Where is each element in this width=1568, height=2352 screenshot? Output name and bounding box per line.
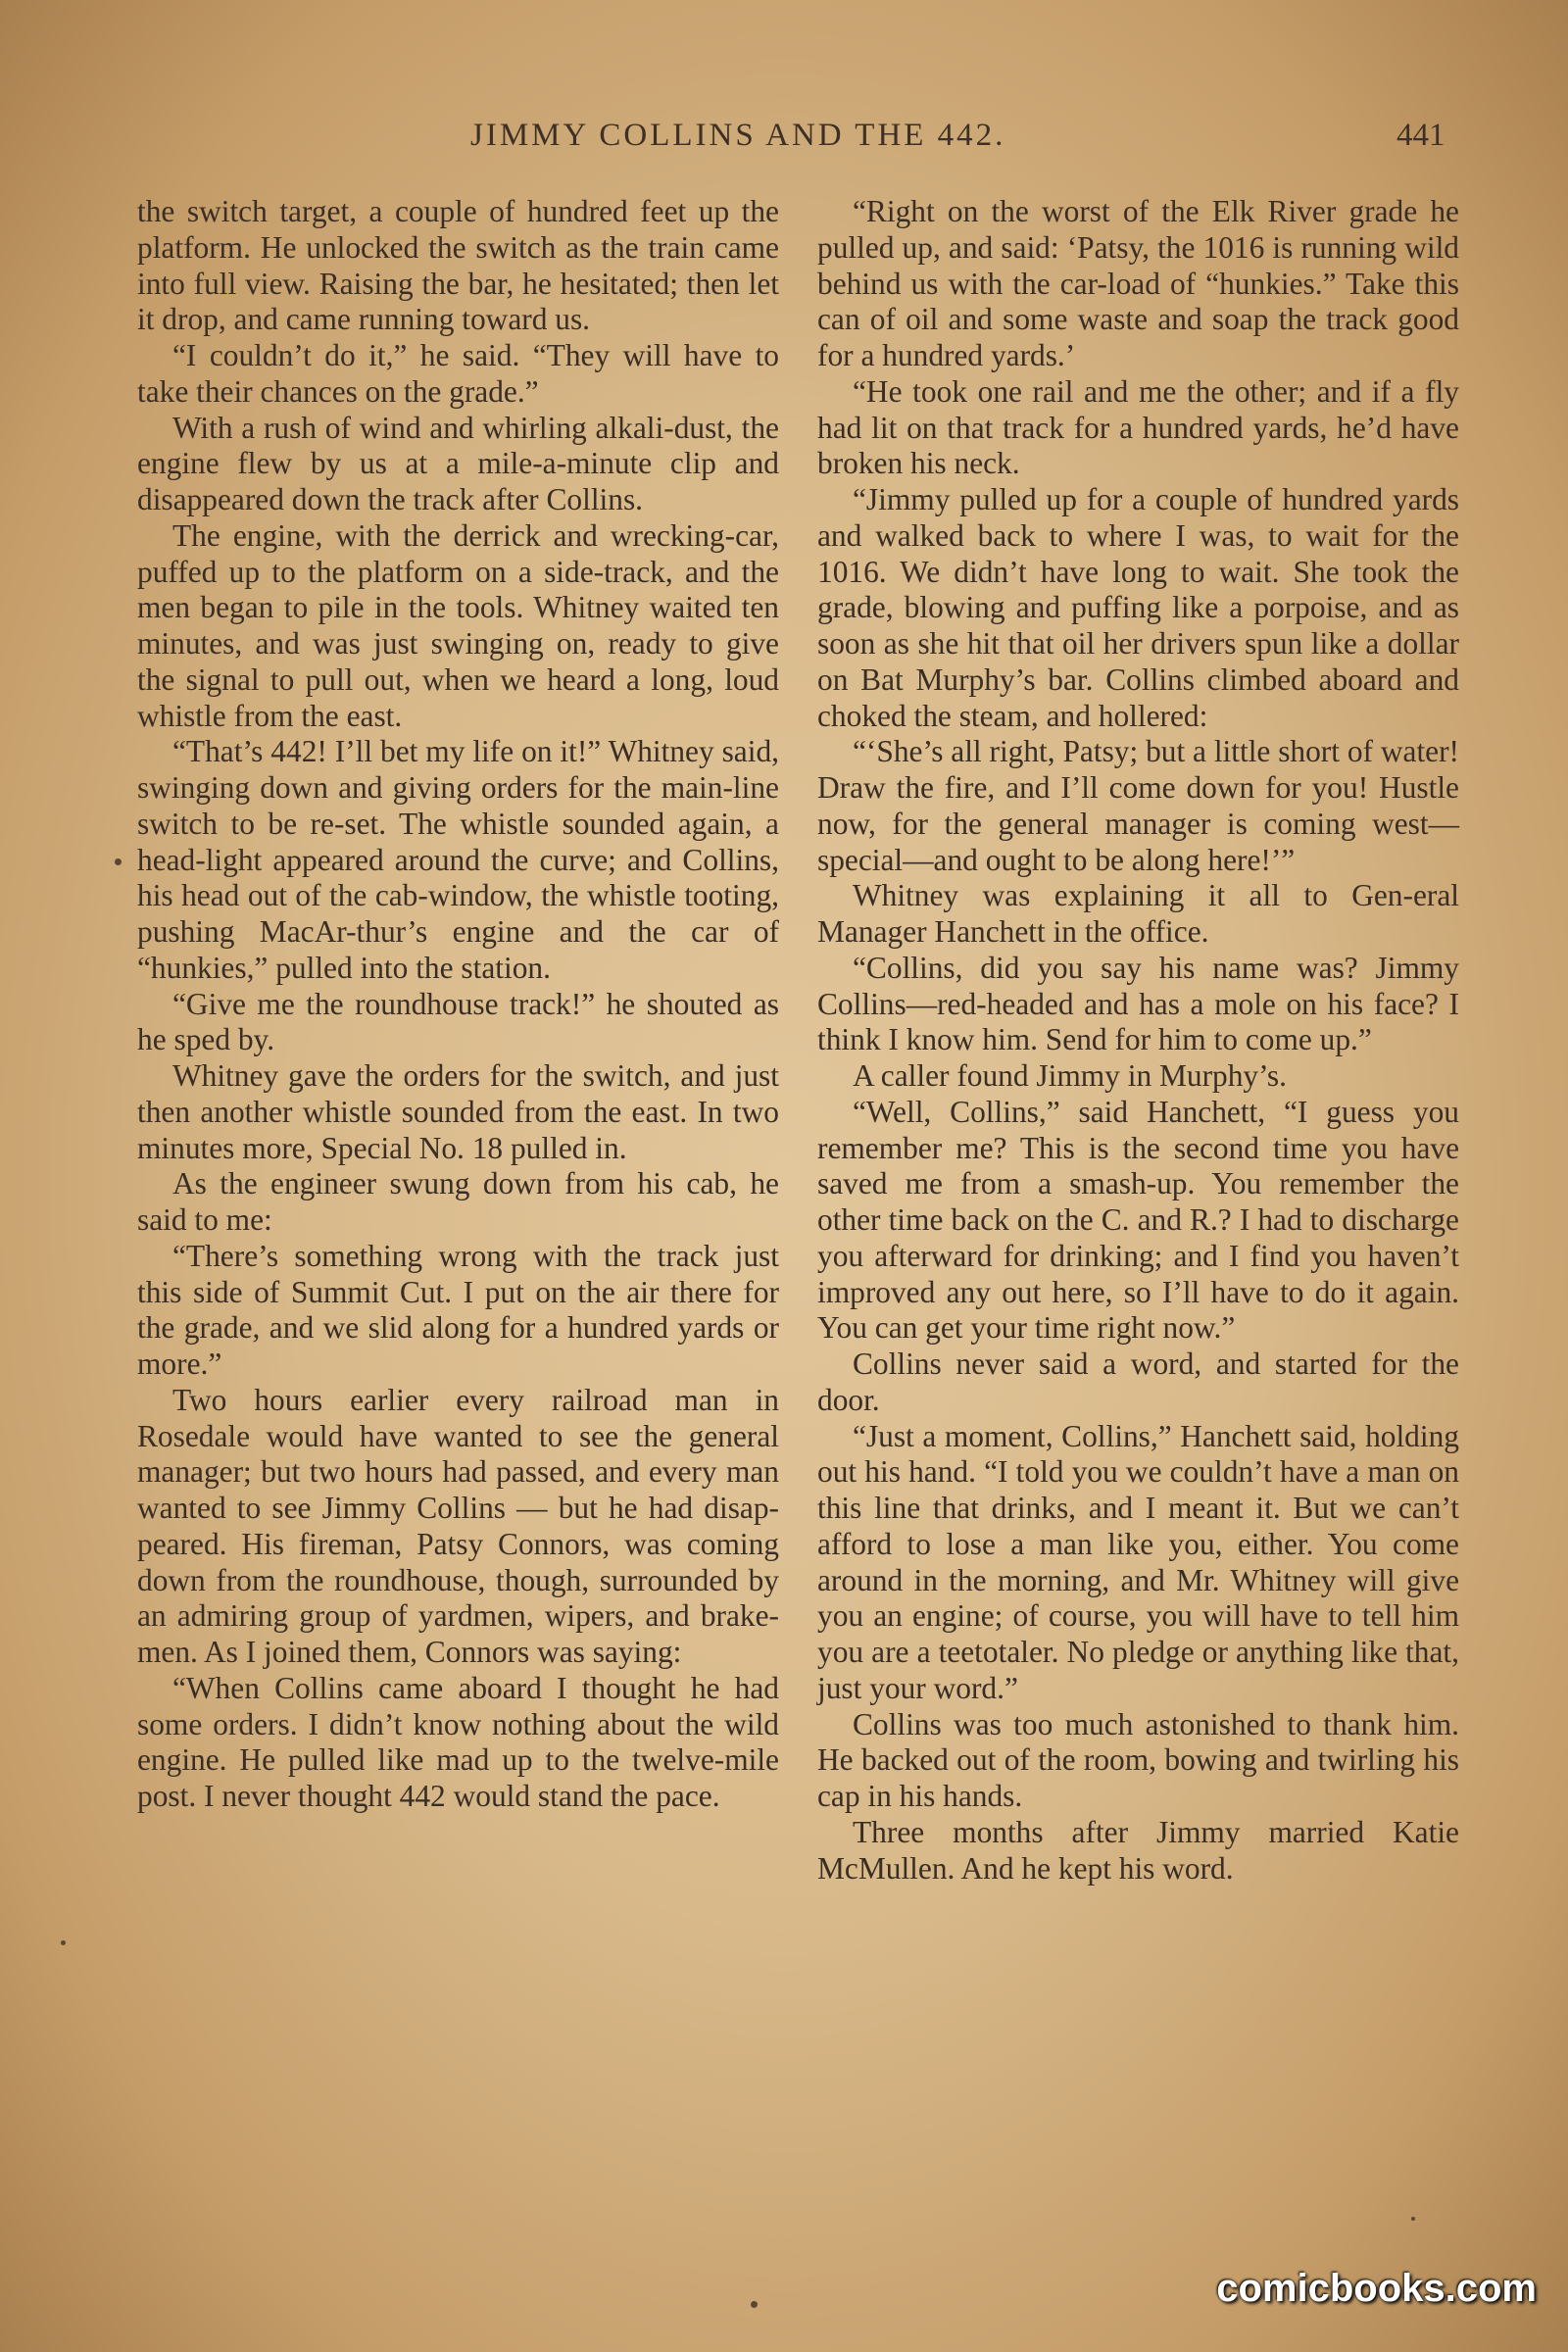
paragraph: the switch target, a couple of hundred feet up the platform. He unlocked the switch as the train came into full view. Raising the bar, he hesitated; then let it drop, and came running toward us. — [137, 194, 779, 337]
ink-speck — [61, 1940, 66, 1945]
paragraph: “Jimmy pulled up for a couple of hundred yards and walked back to where I was, to wait for the 1016. We didn’t have long to wait. She took the grade, blowing and puffing like a porpoise, and as soon as she hit that oil her drivers spun like a dollar on Bat Murphy’s bar. Collins climbed aboard and choked the steam, and hollered: — [817, 482, 1459, 733]
paragraph: Collins was too much astonished to thank him. He backed out of the room, bowing and twirling his cap in his hands. — [817, 1706, 1459, 1813]
paragraph: “I couldn’t do it,” he said. “They will have to take their chances on the grade.” — [137, 338, 779, 409]
paragraph: Whitney was explaining it all to Gen-eral Manager Hanchett in the office. — [817, 878, 1459, 949]
paragraph: Collins never said a word, and started for the door. — [817, 1347, 1459, 1417]
paragraph: “Just a moment, Collins,” Hanchett said, holding out his hand. “I told you we couldn’t have a man on this line that drinks, and I meant it. But we can’t afford to lose a man like you, either. You come around in the morning, and Mr. Whitney will give you an engine; of course, you will have to tell him you are a teetotaler. No pledge or anything like that, just your word.” — [817, 1418, 1459, 1705]
paragraph: “That’s 442! I’ll bet my life on it!” Whitney said, swinging down and giving orders for the main-line switch to be re-set. The whistle sounded again, a head-light appeared around the curve; and Collins, his head out of the cab-window, the whistle tooting, pushing MacAr-thur’s engine and the car of “hunkies,” pulled into the station. — [137, 734, 779, 985]
paragraph: “When Collins came aboard I thought he had some orders. I didn’t know nothing about the wild engine. He pulled like mad up to the twelve-mile post. I never thought 442 would stand the pace. — [137, 1670, 779, 1813]
paragraph: “Right on the worst of the Elk River grade he pulled up, and said: ‘Patsy, the 1016 is running wild behind us with the car-load of “hunkies.” Take this can of oil and some waste and soap the track good for a hundred yards.’ — [817, 194, 1459, 372]
ink-speck — [115, 858, 122, 865]
left-column — [137, 194, 779, 1815]
paragraph: The engine, with the derrick and wrecking-car, puffed up to the platform on a side-track, and the men began to pile in the tools. Whitney waited ten minutes, and was just swinging on, ready to give the signal to pull out, when we heard a long, loud whistle from the east. — [137, 517, 779, 733]
paragraph: “There’s something wrong with the track just this side of Summit Cut. I put on the air there for the grade, and we slid along for a hundred yards or more.” — [137, 1238, 779, 1381]
paragraph: “Collins, did you say his name was? Jimmy Collins—red-headed and has a mole on his face? I think I know him. Send for him to come up.” — [817, 950, 1459, 1057]
paragraph: Two hours earlier every railroad man in Rosedale would have wanted to see the general manager; but two hours had passed, and every man wanted to see Jimmy Collins — but he had disap-peared. His fireman, Patsy Connors, was coming down from the roundhouse, though, surrounded by an admiring group of yardmen, wipers, and brake-men. As I joined them, Connors was saying: — [137, 1382, 779, 1669]
page-header — [0, 118, 1568, 167]
ink-speck — [751, 2301, 758, 2308]
right-column — [817, 194, 1459, 1886]
paragraph: “He took one rail and me the other; and if a fly had lit on that track for a hundred yards, he’d have broken his neck. — [817, 373, 1459, 481]
paragraph: “‘She’s all right, Patsy; but a little short of water! Draw the fire, and I’ll come down for you! Hustle now, for the general manager is coming west—special—and ought to be along here!’” — [817, 734, 1459, 877]
page-number: 441 — [1396, 118, 1446, 153]
paragraph: With a rush of wind and whirling alkali-dust, the engine flew by us at a mile-a-minute clip and disappeared down the track after Collins. — [137, 410, 779, 516]
paragraph: A caller found Jimmy in Murphy’s. — [853, 1058, 1287, 1093]
watermark-logo: comicbooks.com — [1216, 2267, 1537, 2310]
paragraph: “Give me the roundhouse track!” he shouted as he sped by. — [137, 986, 779, 1057]
paragraph: “Well, Collins,” said Hanchett, “I guess you remember me? This is the second time you have saved me from a smash-up. You remember the other time back on the C. and R.? I had to discharge you afterward for drinking; and I find you haven’t improved any out here, so I’ll have to do it again. You can get your time right now.” — [817, 1094, 1459, 1346]
paragraph: Whitney gave the orders for the switch, and just then another whistle sounded from the east. In two minutes more, Special No. 18 pulled in. — [137, 1058, 779, 1165]
running-title: JIMMY COLLINS AND THE 442. — [470, 118, 1006, 153]
paragraph: As the engineer swung down from his cab, he said to me: — [137, 1166, 779, 1237]
paragraph: Three months after Jimmy married Katie McMullen. And he kept his word. — [817, 1814, 1459, 1886]
ink-speck — [1411, 2217, 1415, 2221]
